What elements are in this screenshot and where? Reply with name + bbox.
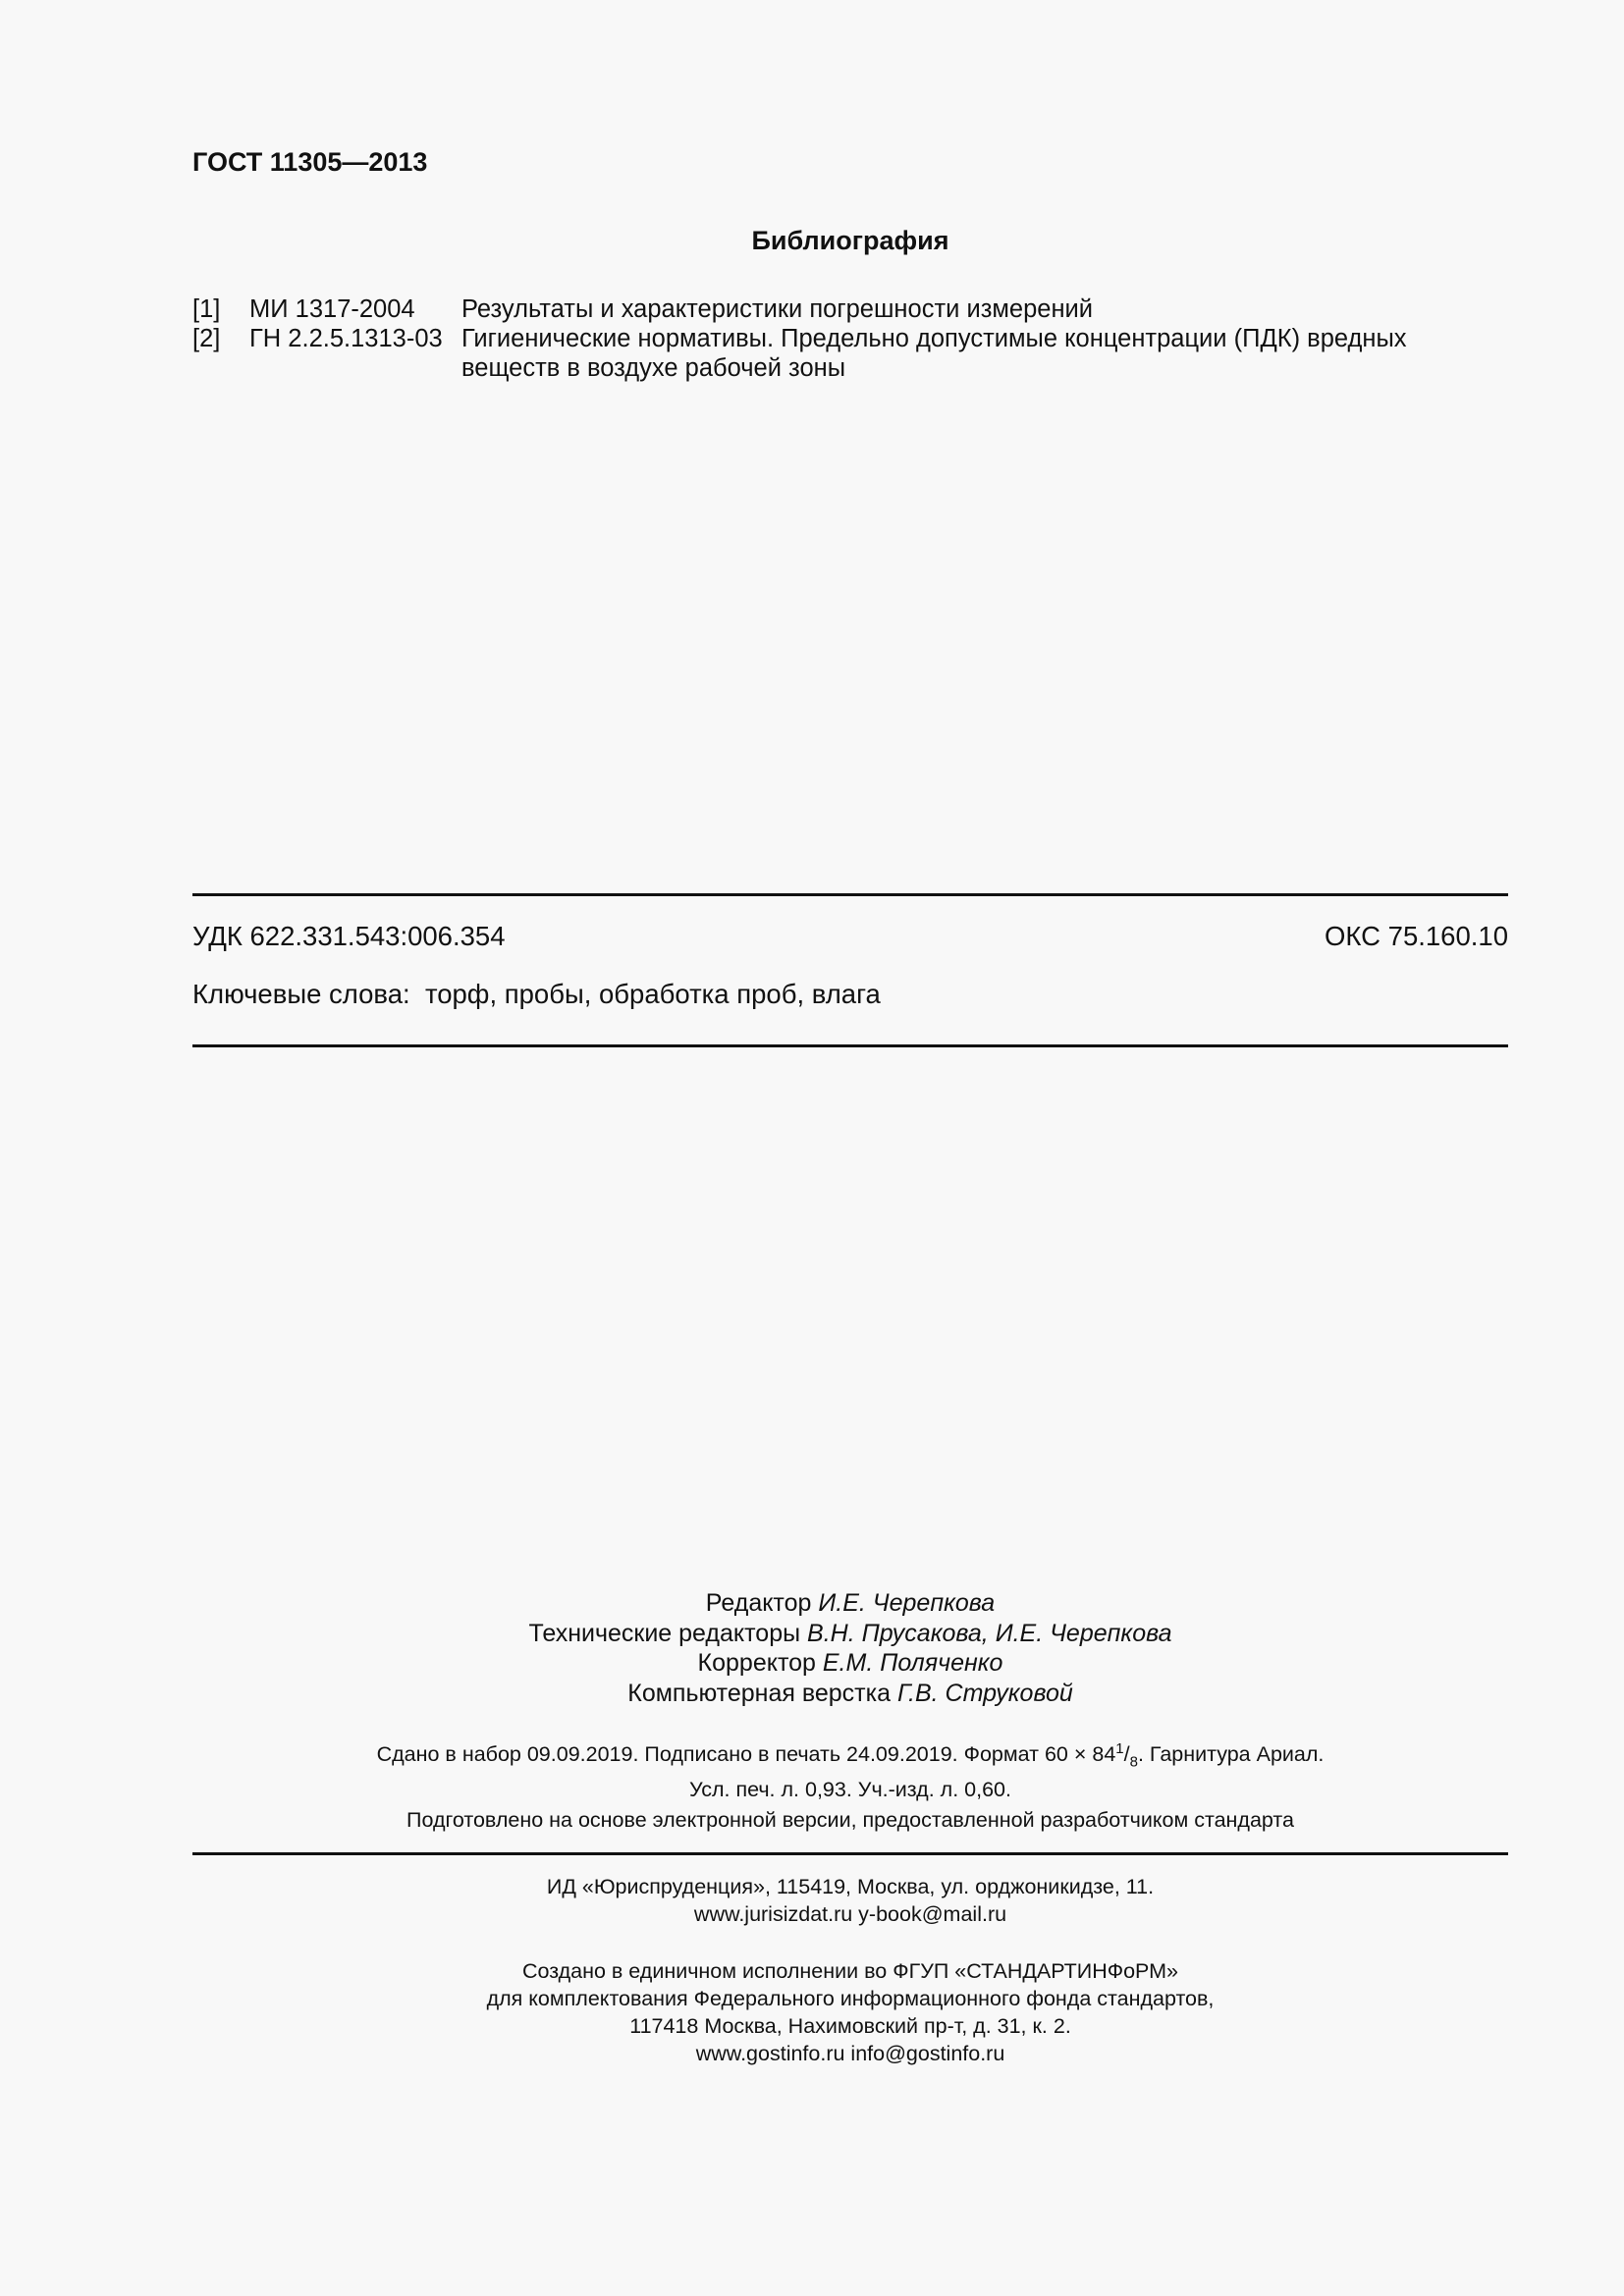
editor-line bbox=[0, 1588, 1624, 1619]
format-slash: / bbox=[1123, 1742, 1130, 1767]
created-line-2: для комплектования Федерального информационного фонда стандартов, bbox=[486, 1987, 1215, 2010]
tech-editors-label: Технические редакторы bbox=[528, 1619, 801, 1647]
keywords-value: торф, пробы, обработка проб, влага bbox=[424, 979, 881, 1009]
corrector-name: Е.М. Поляченко bbox=[822, 1649, 1003, 1677]
bottom-divider bbox=[192, 1044, 1508, 1047]
entry-number: [2] bbox=[192, 325, 221, 352]
credits-block bbox=[0, 1588, 1624, 1708]
publisher-contacts: www.jurisizdat.ru y-book@mail.ru bbox=[693, 1902, 1007, 1926]
print-info-line-2: Усл. печ. л. 0,93. Уч.-изд. л. 0,60. bbox=[689, 1778, 1011, 1802]
entry-text: Результаты и характеристики погрешности измерений bbox=[461, 295, 1094, 323]
entry-number: [1] bbox=[192, 295, 221, 323]
keywords-line bbox=[192, 979, 881, 1010]
created-line-3: 117418 Москва, Нахимовский пр-т, д. 31, к. 2. bbox=[629, 2014, 1071, 2038]
bibliography-title: Библиография bbox=[751, 226, 949, 255]
print-dates: Сдано в набор 09.09.2019. Подписано в печать 24.09.2019. Формат 60 × 84 bbox=[376, 1742, 1116, 1767]
publisher-block bbox=[0, 1873, 1624, 1928]
print-info bbox=[0, 1735, 1624, 1803]
print-info-line-1 bbox=[0, 1735, 1624, 1776]
bibliography-entry bbox=[192, 294, 1508, 324]
format-denominator: 8 bbox=[1129, 1753, 1138, 1771]
bibliography-list bbox=[192, 294, 1508, 383]
keywords-label: Ключевые слова: bbox=[192, 979, 410, 1009]
entry-code: ГН 2.2.5.1313-03 bbox=[249, 325, 443, 352]
entry-text: Гигиенические нормативы. Предельно допустимые концентрации (ПДК) вредных веществ в воздухе рабочей зоны bbox=[461, 325, 1407, 382]
layout-name: Г.В. Струковой bbox=[896, 1679, 1073, 1707]
prepared-note: Подготовлено на основе электронной версии, предоставленной разработчиком стандарта bbox=[406, 1808, 1294, 1832]
created-line-1: Создано в единичном исполнении во ФГУП «СТАНДАРТИНФоРМ» bbox=[521, 1959, 1179, 1983]
top-divider bbox=[192, 893, 1508, 896]
tech-editors-names: В.Н. Прусакова, И.Е. Черепкова bbox=[807, 1619, 1172, 1647]
typeface-info: . Гарнитура Ариал. bbox=[1137, 1742, 1325, 1767]
bibliography-entry bbox=[192, 324, 1508, 383]
editor-label: Редактор bbox=[705, 1589, 812, 1617]
layout-line bbox=[0, 1679, 1624, 1709]
editor-name: И.Е. Черепкова bbox=[818, 1589, 996, 1617]
publisher-address: ИД «Юриспруденция», 115419, Москва, ул. орджоникидзе, 11. bbox=[546, 1875, 1155, 1898]
corrector-label: Корректор bbox=[697, 1649, 816, 1677]
created-line-4: www.gostinfo.ru info@gostinfo.ru bbox=[695, 2042, 1005, 2065]
format-numerator: 1 bbox=[1115, 1740, 1124, 1757]
created-block bbox=[0, 1957, 1624, 2067]
tech-editors-line bbox=[0, 1619, 1624, 1649]
oks-code: ОКС 75.160.10 bbox=[1325, 921, 1508, 951]
entry-code: МИ 1317-2004 bbox=[249, 295, 415, 323]
layout-label: Компьютерная верстка bbox=[627, 1679, 891, 1707]
publisher-divider bbox=[192, 1852, 1508, 1855]
corrector-line bbox=[0, 1648, 1624, 1679]
udk-code: УДК 622.331.543:006.354 bbox=[192, 921, 506, 951]
document-header: ГОСТ 11305—2013 bbox=[192, 147, 428, 177]
